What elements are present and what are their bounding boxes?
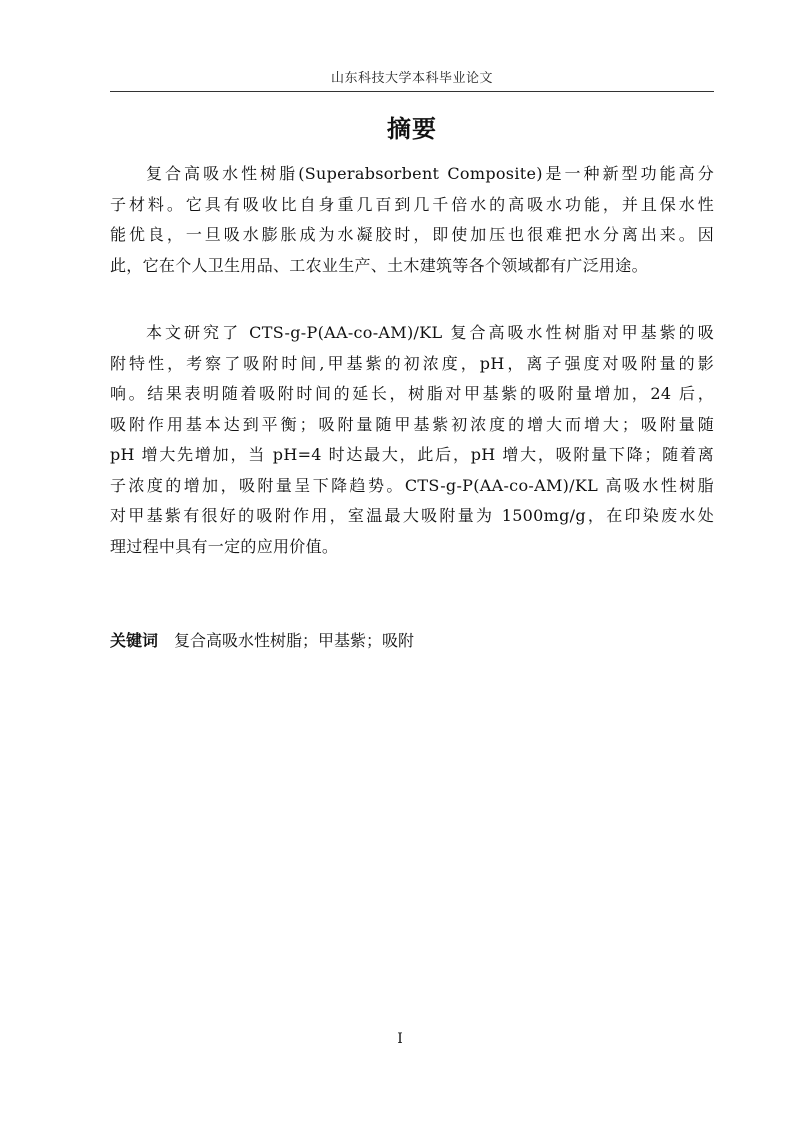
paragraph-line: 能优良，一旦吸水膨胀成为水凝胶时，即使加压也很难把水分离出来。因 [110, 225, 714, 244]
keywords-text: 复合高吸水性树脂；甲基紫；吸附 [174, 631, 415, 650]
keywords-label: 关键词 [110, 631, 159, 650]
paragraph-line: 复合高吸水性树脂(Superabsorbent Composite)是一种新型功能高分 [146, 164, 714, 183]
paragraph-line: 子材料。它具有吸收比自身重几百到几千倍水的高吸水功能，并且保水性 [110, 194, 714, 214]
paragraph-line: 对甲基紫有很好的吸附作用，室温最大吸附量为 1500mg/g，在印染废水处 [110, 506, 714, 525]
page-number: I [397, 1031, 403, 1047]
paragraph-line: 理过程中具有一定的应用价值。 [110, 536, 339, 556]
paragraph-line: 子浓度的增加，吸附量呈下降趋势。CTS-g-P(AA-co-AM)/KL 高吸水性树脂 [110, 475, 714, 495]
running-header: 山东科技大学本科毕业论文 [330, 71, 493, 86]
paragraph-line: 响。结果表明随着吸附时间的延长，树脂对甲基紫的吸附量增加，24 后， [110, 384, 714, 403]
abstract-paragraph-1 [110, 159, 714, 281]
keywords-line [110, 627, 714, 655]
abstract-heading: 摘要 [387, 115, 437, 143]
paragraph-line: 附特性，考察了吸附时间,甲基紫的初浓度，pH，离子强度对吸附量的影 [110, 353, 714, 373]
header-rule [110, 91, 714, 92]
paragraph-line: pH 增大先增加，当 pH=4 时达最大，此后，pH 增大，吸附量下降；随着离 [110, 445, 714, 464]
paragraph-line: 吸附作用基本达到平衡；吸附量随甲基紫初浓度的增大而增大；吸附量随 [110, 414, 714, 434]
paragraph-line: 本文研究了 CTS-g-P(AA-co-AM)/KL 复合高吸水性树脂对甲基紫的吸 [146, 323, 714, 342]
abstract-paragraph-2 [110, 318, 714, 562]
paragraph-line: 此，它在个人卫生用品、工农业生产、土木建筑等各个领域都有广泛用途。 [110, 255, 648, 275]
